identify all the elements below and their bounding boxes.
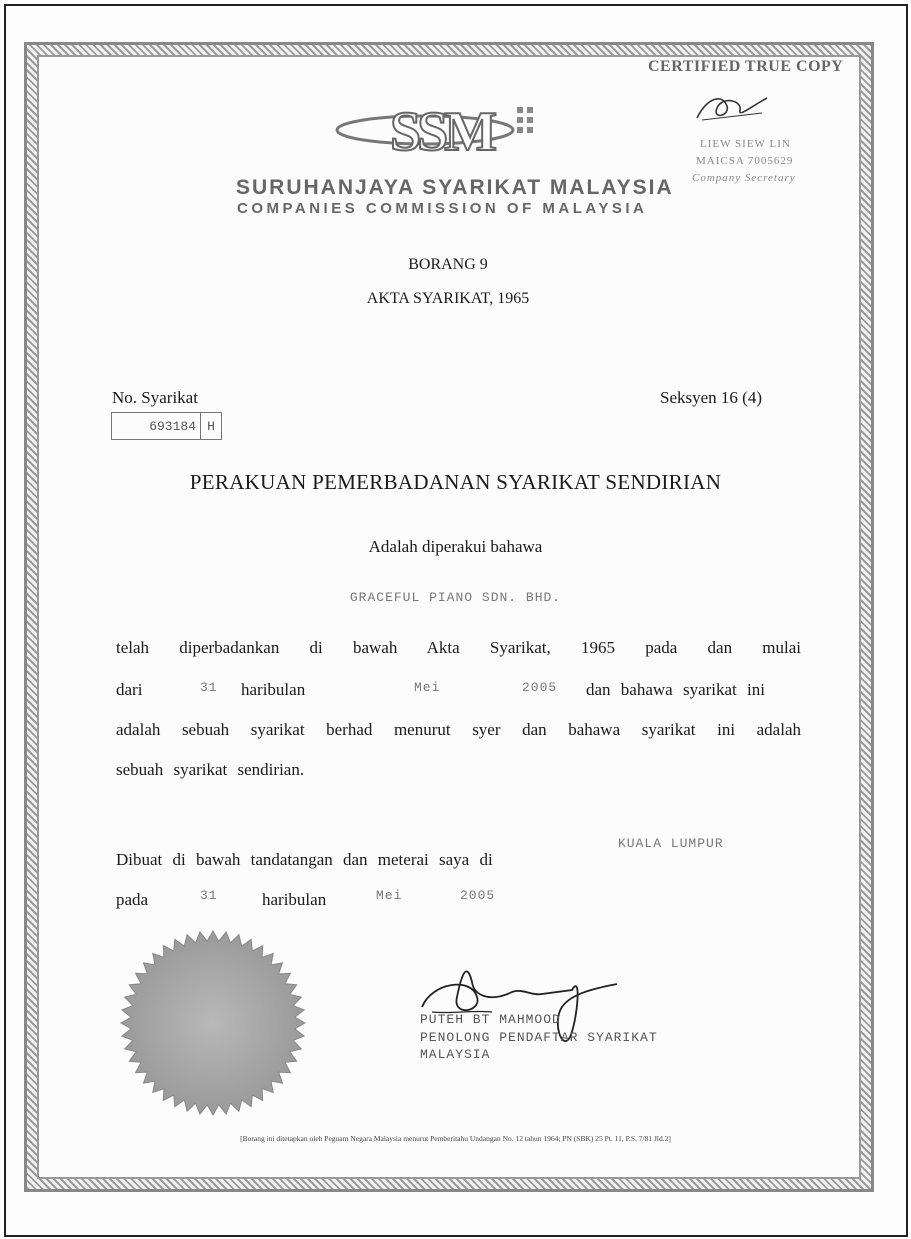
body-day: 31 — [200, 680, 218, 695]
body-month: Mei — [414, 680, 441, 695]
secretary-signature — [692, 88, 772, 128]
body-year: 2005 — [522, 680, 558, 695]
company-number-box — [111, 412, 222, 440]
signed-day: 31 — [200, 888, 218, 903]
body-haribulan: haribulan — [241, 680, 306, 699]
company-number-suffix: H — [207, 418, 215, 434]
logo-text: SSM — [390, 101, 494, 163]
certificate-title: PERAKUAN PEMERBADANAN SYARIKAT SENDIRIAN — [189, 470, 722, 494]
registrar-name: PUTEH BT MAHMOOD — [420, 1012, 561, 1027]
body-line-2-tail: dan bahawa syarikat ini — [586, 680, 765, 699]
body-dari: dari — [116, 680, 143, 699]
company-number: 693184 — [112, 413, 201, 439]
agency-name-malay: SURUHANJAYA SYARIKAT MALAYSIA — [236, 176, 674, 199]
act-name: AKTA SYARIKAT, 1965 — [366, 290, 530, 307]
registrar-signature — [412, 952, 632, 1062]
company-no-label: No. Syarikat — [112, 388, 198, 407]
signed-year: 2005 — [460, 888, 496, 903]
company-name: GRACEFUL PIANO SDN. BHD. — [349, 590, 562, 605]
secretary-role: Company Secretary — [692, 172, 796, 184]
agency-name-english: COMPANIES COMMISSION OF MALAYSIA — [237, 200, 648, 217]
intro-text: Adalah diperakui bahawa — [368, 537, 543, 556]
section-reference: Seksyen 16 (4) — [660, 388, 762, 407]
official-seal — [118, 928, 308, 1118]
ssm-logo — [335, 95, 545, 165]
signed-month: Mei — [376, 888, 403, 903]
registrar-country: MALAYSIA — [420, 1047, 491, 1062]
signed-pada: pada — [116, 890, 149, 909]
signed-line-1: Dibuat di bawah tandatangan dan meterai saya di — [116, 850, 493, 869]
body-line-1: telah diperbadankan di bawah Akta Syarikat, 1965 pada dan mulai — [116, 638, 801, 657]
signed-haribulan: haribulan — [262, 890, 327, 909]
body-line-3: adalah sebuah syarikat berhad menurut syer dan bahawa syarikat ini adalah — [116, 720, 801, 739]
secretary-name: LIEW SIEW LIN — [700, 138, 791, 150]
signed-place: KUALA LUMPUR — [618, 836, 724, 851]
body-line-4: sebuah syarikat sendirian. — [116, 760, 305, 779]
secretary-maicsa: MAICSA 7005629 — [696, 155, 794, 167]
registrar-title: PENOLONG PENDAFTAR SYARIKAT — [420, 1030, 658, 1045]
form-number: BORANG 9 — [408, 256, 488, 273]
certified-stamp: CERTIFIED TRUE COPY — [648, 58, 844, 75]
footnote: [Borang ini ditetapkan oleh Peguam Negara Malaysia menurut Pemberitahu Undangan No. 12 tahun 1964; PN (SBK) 25 Pt. 11, P.S. 7/81 Jld.2] — [240, 1134, 671, 1143]
